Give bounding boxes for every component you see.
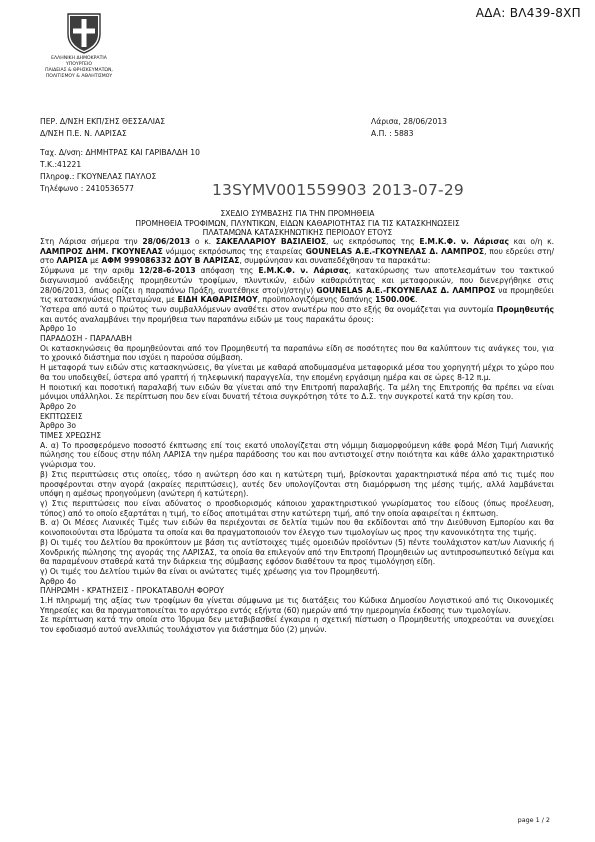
contract-title [0, 209, 595, 238]
adam-stamp: 13SYMV001559903 2013-07-29 [212, 181, 464, 199]
ministry-line: ΕΛΛΗΝΙΚΗ ΔΗΜΟΚΡΑΤΙΑ [51, 56, 107, 61]
clause-paragraph: γ) Στις περιπτώσεις που είναι αδύνατος ο προσδιορισμός κάποιου χαρακτηριστικού γνωρίσματος του είδους (όπως προέλευση, τύπος) από το οποίο εξαρτάται η τιμή, το είδος αποτιμάται στην κατώτερη τιμή, από την οποία αφαιρείται η έκπτωση. [40, 498, 554, 518]
primary-education-directorate: Δ/ΝΣΗ Π.Ε. Ν. ΛΑΡΙΣΑΣ [40, 129, 127, 138]
greek-emblem-icon [66, 12, 102, 58]
phone-number: Τηλέφωνο : 2410536577 [40, 184, 135, 193]
article-heading: ΕΚΠΤΩΣΕΙΣ [40, 411, 83, 421]
title-line: ΣΧΕΔΙΟ ΣΥΜΒΑΣΗΣ ΓΙΑ ΤΗΝ ΠΡΟΜΗΘΕΙΑ [220, 209, 375, 218]
intro-paragraph: Στη Λάρισα σήμερα την 28/06/2013 ο κ. ΣΑΚΕΛΛΑΡΙΟΥ ΒΑΣΙΛΕΙΟΣ, ως εκπρόσωπος της Ε.Μ.Κ.Φ. ν. Λάρισας και ο/η κ. ΛΑΜΠΡΟΣ ΔΗΜ. ΓΚΟΥΝΕΛΑΣ νόμιμος εκπρόσωπος της εταιρείας GOUNELAS Α.Ε.-ΓΚΟΥΝΕΛΑΣ Δ. ΛΑΜΠΡΟΣ, που εδρεύει στη/στο ΛΑΡΙΣΑ με ΑΦΜ 999086332 ΔΟΥ Β ΛΑΡΙΣΑΣ, συμφώνησαν και συναπεδέχθησαν τα παρακάτω: [40, 237, 555, 266]
clause-paragraph: Η μεταφορά των ειδών στις κατασκηνώσεις, θα γίνεται με καθαρά αποδυμασμένα μεταφορικά μέσα του χορηγητή μέχρι το χώρο που θα του υποδειχθεί, ύστερα από γραπτή ή τηλεφωνική παραγγελία, την επομένη εργάσιμη ημέρα και σε ώρες 8-12 π.μ. [40, 363, 554, 382]
clause-paragraph: Β. α) Οι Μέσες Λιανικές Τιμές των ειδών θα περιέχονται σε δελτία τιμών που θα εκδίδονται από την Διεύθυνση Εμπορίου και θα κοινοποιούνται στα Ιδρύματα τα οποία και θα πραγματοποιούν τον έλεγχο των τιμολογίων ως προς την κανονικότητα της τιμής. [40, 518, 554, 538]
ministry-line: ΠΑΙΔΕΙΑΣ & ΘΡΗΣΚΕΥΜΑΤΩΝ, [45, 68, 113, 73]
ministry-line: ΠΟΛΙΤΙΣΜΟΥ & ΑΘΛΗΤΙΣΜΟΥ [45, 74, 113, 79]
ministry-line: ΥΠΟΥΡΓΕΙΟ [66, 62, 92, 67]
article-heading: Άρθρο 1ο [40, 324, 77, 334]
postal-address: Ταχ. Δ/νση: ΔΗΜΗΤΡΑΣ ΚΑΙ ΓΑΡΙΒΑΛΔΗ 10 [40, 148, 200, 157]
title-line: ΠΛΑΤΑΜΩΝΑ ΚΑΤΑΣΚΗΝΩΤΙΚΗΣ ΠΕΡΙΟΔΟΥ ΕΤΟΥΣ [202, 228, 393, 238]
protocol-number: Α.Π. : 5883 [371, 129, 414, 138]
article-heading: Άρθρο 2ο [40, 401, 77, 411]
article-heading: γ) Οι τιμές του Δελτίου τιμών θα είναι οι ανώτατες τιμές χρέωσης για τον Προμηθευτή. [40, 566, 380, 576]
clause-paragraph: Η ποιοτική και ποσοτική παραλαβή των ειδών θα γίνεται από την Επιτροπή παραλαβής. Τα μέλη της Επιτροπής θα πρέπει να είναι μόνιμοι υπάλληλοι. Σε περίπτωση που δεν είναι δυνατή τέτοια συγκρότηση τότε το Δ.Σ. την συγκροτεί κατά την κρίση του. [40, 382, 554, 402]
clause-paragraph: 1.Η πληρωμή της αξίας των τροφίμων θα γίνεται σύμφωνα με τις διατάξεις του Κώδικα Δημοσίου Λογιστικού από τις Οικονομικές Υπηρεσίες και θα πραγματοποιείται το αργότερο εντός εξήντα (60) ημερών από την ημερομηνία έκδοσης των τιμολογίων. [40, 596, 554, 615]
article-heading: Άρθρο 3ο [40, 421, 77, 431]
clause-paragraph: β) Οι τιμές του Δελτίου θα προκύπτουν με βάση τις αντίστοιχες τιμές ομοειδών προϊόντων (5) πέντε τουλάχιστον κατ/ων Λιανικής ή Χονδρικής πώλησης της αγοράς της ΛΑΡΙΣΑΣ, τα οποία θα επιλεγούν από την Επιτροπή Προμηθειών ως αντιπροσωπευτικό δείγμα και θα παραμένουν σταθερά κατά την διάρκεια της σύμβασης εφόσον διαθέτουν τα προς τιμολόγηση είδη. [40, 537, 554, 567]
contact-person: Πληροφ.: ΓΚΟΥΝΕΛΑΣ ΠΑΥΛΟΣ [40, 172, 157, 181]
title-line: ΠΡΟΜΗΘΕΙΑ ΤΡΟΦΙΜΩΝ, ΠΛΥΝΤΙΚΩΝ, ΕΙΔΩΝ ΚΑΘΑΡΙΟΤΗΤΑΣ ΓΙΑ ΤΙΣ ΚΑΤΑΣΚΗΝΩΣΕΙΣ [135, 218, 460, 228]
clause-paragraph: Οι κατασκηνώσεις θα προμηθεύονται από τον Προμηθευτή τα παραπάνω είδη σε ποσότητες που θα καλύπτουν τις ανάγκες του, για το χρονικό διάστημα που ισχύει η παρούσα σύμβαση. [40, 343, 554, 363]
award-paragraph: Σύμφωνα με την αριθμ 12/28-6-2013 απόφαση της Ε.Μ.Κ.Φ. ν. Λάρισας, κατακύρωσης των αποτελεσμάτων του τακτικού διαγωνισμού ανάδειξης προμηθευτών τροφίμων, πλυντικών, ειδών καθαριότητας και μεταφορικών, που διενεργήθηκε στις 28/06/2013, όπως ορίζει η παραπάνω Πράξη, ανατέθηκε στο(ν)/στη(ν) GOUNELAS Α.Ε.-ΓΚΟΥΝΕΛΑΣ Δ. ΛΑΜΠΡΟΣ να προμηθεύει τις κατασκηνώσεις Πλαταμώνα, με ΕΙΔΗ ΚΑΘΑΡΙΣΜΟΥ, προϋπολογιζόμενης δαπάνης 1500.00€. [40, 266, 555, 305]
regional-directorate: ΠΕΡ. Δ/ΝΣΗ ΕΚΠ/ΣΗΣ ΘΕΣΣΑΛΙΑΣ [40, 117, 166, 126]
clause-paragraph: Α. α) Το προσφερόμενο ποσοστό έκπτωσης επί τοις εκατό υπολογίζεται στη νόμιμη διαμορφούμενη κάθε φορά Μέση Τιμή Λιανικής πώλησης του είδους στην πόλη ΛΑΡΙΣΑ την ημέρα παράδοσης του και που αντιστοιχεί στην ποιότητα και κάθε άλλο χαρακτηριστικό γνώρισμα του. [40, 440, 554, 470]
page-number: page 1 / 2 [517, 816, 550, 824]
article-heading: ΤΙΜΕΣ ΧΡΕΩΣΗΣ [40, 431, 102, 441]
article-heading: ΠΑΡΑΔΟΣΗ - ΠΑΡΑΛΑΒΗ [40, 334, 132, 344]
document-date: Λάρισα, 28/06/2013 [371, 117, 448, 126]
assignment-paragraph: Ύστερα από αυτά ο πρώτος των συμβαλλόμενων αναθέτει στον ανωτέρω που στο εξής θα ονομάζεται για συντομία Προμηθευτής και αυτός αναλαμβάνει την προμήθεια των παραπάνω ειδών με τους παρακάτω όρους: [40, 304, 554, 324]
clause-paragraph: Σε περίπτωση κατά την οποία στο Ίδρυμα δεν μεταβιβασθεί έγκαιρα η σχετική πίστωση ο Προμηθευτής υποχρεούται να συνεχίσει τον εφοδιασμό αυτού ανελλιπώς τουλάχιστον για διάστημα δύο (2) μηνών. [40, 615, 554, 635]
contract-body [40, 237, 554, 635]
postal-code: Τ.Κ.:41221 [40, 160, 82, 169]
ministry-header [44, 56, 114, 80]
clause-paragraph: β) Στις περιπτώσεις στις οποίες, τόσο η ανώτερη όσο και η κατώτερη τιμή, βρίσκονται χαρακτηριστικά πέρα από τις τιμές που προσφέρονται στην αγορά (ακραίες περιπτώσεις), αυτές δεν υπολογίζονται στη διαμόρφωση της μέσης τιμής, αλλά λαμβάνεται υπόψη η αμέσως προηγούμενη (ανώτερη ή κατώτερη). [40, 469, 554, 499]
ada-code: ΑΔΑ: ΒΛ439-8ΧΠ [475, 6, 581, 20]
article-heading: Άρθρο 4ο [40, 576, 77, 586]
contract-terms [40, 324, 554, 635]
article-heading: ΠΛΗΡΩΜΗ - ΚΡΑΤΗΣΕΙΣ - ΠΡΟΚΑΤΑΒΟΛΗ ΦΟΡΟΥ [40, 586, 225, 596]
